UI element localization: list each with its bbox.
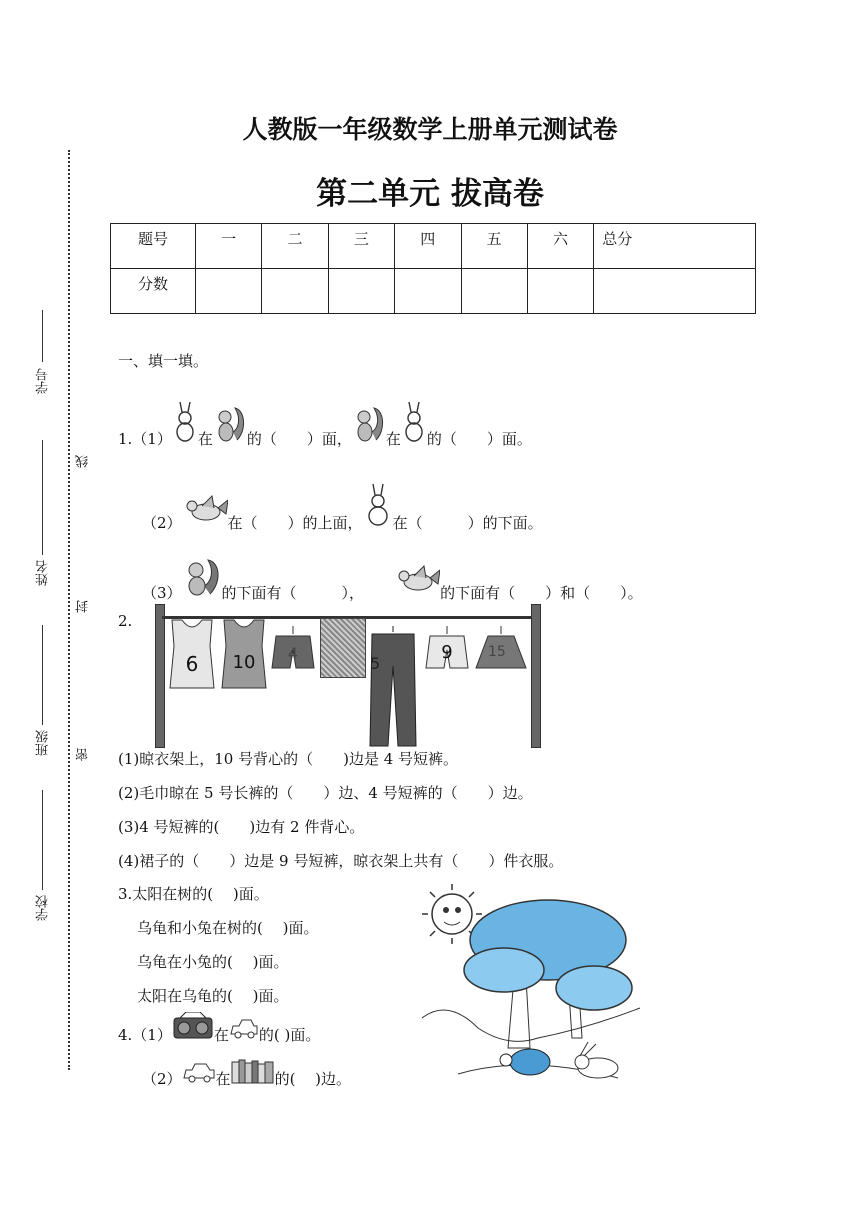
rabbit-icon <box>575 1042 618 1078</box>
q4-part2 <box>142 1058 351 1099</box>
q1-part2-label: （2） <box>142 514 182 532</box>
car-icon <box>229 1013 259 1057</box>
bird-icon <box>182 494 228 547</box>
school-label: 学校 <box>36 895 51 921</box>
score-table <box>110 223 756 314</box>
student-id-label: 学号 <box>36 368 51 394</box>
mark-line: 线 <box>76 455 91 468</box>
shorts-number: 9 <box>441 642 453 663</box>
vest-6 <box>168 618 216 690</box>
rabbit-icon <box>401 400 427 463</box>
shorts-number: 4 <box>287 644 299 663</box>
q3-line-1: 3.太阳在树的( )面。 <box>118 885 269 903</box>
class-underline <box>42 625 43 725</box>
table-cell: 四 <box>395 224 461 269</box>
q1-part3-text: 的下面有（ ）和（ ）。 <box>440 584 643 602</box>
score-input-cell[interactable] <box>527 269 593 314</box>
car-icon <box>182 1059 216 1099</box>
table-row <box>111 269 756 314</box>
q4-part1-text: 在 <box>213 1026 229 1044</box>
class-label: 班级 <box>36 730 51 756</box>
tree-scene <box>418 878 644 1090</box>
score-input-cell[interactable] <box>461 269 527 314</box>
q1-part1-text: 的（ ）面。 <box>426 430 532 448</box>
rack-post-left <box>155 604 165 748</box>
trousers-shape <box>368 626 418 750</box>
q2-number: 2. <box>118 612 133 630</box>
tree-scene-illustration <box>418 878 644 1090</box>
mark-seal: 封 <box>76 600 91 613</box>
q2-line-4: (4)裙子的（ ）边是 9 号短裤，晾衣架上共有（ ）件衣服。 <box>118 852 564 870</box>
table-cell: 题号 <box>111 224 196 269</box>
q3-line-2: 乌龟和小兔在树的( )面。 <box>137 919 319 937</box>
student-id-underline <box>42 310 43 362</box>
table-cell: 一 <box>196 224 262 269</box>
rack-post-right <box>531 604 541 748</box>
rabbit-icon <box>363 482 393 547</box>
score-input-cell[interactable] <box>594 269 756 314</box>
table-cell: 总分 <box>594 224 756 269</box>
q4-part2-text: 在 <box>215 1070 231 1088</box>
q2-line-3: (3)4 号短裤的( )边有 2 件背心。 <box>118 818 365 836</box>
q4-part2-label: （2） <box>142 1070 182 1088</box>
q4-part1-text: 的( )面。 <box>258 1026 321 1044</box>
q4-part1 <box>118 1012 320 1057</box>
q2-line-1: (1)晾衣架上，10 号背心的（ )边是 4 号短裤。 <box>118 750 459 768</box>
table-cell: 六 <box>527 224 593 269</box>
score-input-cell[interactable] <box>395 269 461 314</box>
table-row <box>111 224 756 269</box>
q1-part1 <box>118 400 532 463</box>
page-subtitle: 第二单元 拔高卷 <box>316 176 544 212</box>
vest-number: 6 <box>185 652 199 676</box>
mark-secret: 密 <box>76 748 91 761</box>
shorts-4 <box>270 626 316 672</box>
q1-part2-text: 在（ ）的上面， <box>227 514 363 532</box>
squirrel-icon <box>352 400 386 463</box>
table-cell: 五 <box>461 224 527 269</box>
page-title: 人教版一年级数学上册单元测试卷 <box>242 115 618 144</box>
q1-part1-text: 在 <box>385 430 401 448</box>
section-heading: 一、填一填。 <box>118 352 209 370</box>
table-cell: 二 <box>262 224 328 269</box>
rabbit-icon <box>172 400 198 463</box>
score-input-cell[interactable] <box>196 269 262 314</box>
squirrel-icon <box>213 400 247 463</box>
table-cell: 三 <box>328 224 394 269</box>
q1-part1-text: 在 <box>197 430 213 448</box>
vest-10 <box>220 618 268 690</box>
binding-dotted-line <box>68 150 70 1070</box>
trousers-5 <box>368 626 418 750</box>
shorts-9 <box>424 626 470 672</box>
name-underline <box>42 440 43 555</box>
skirt-number: 15 <box>488 644 506 660</box>
q3-line-3: 乌龟在小兔的( )面。 <box>137 953 289 971</box>
q4-part2-text: 的( )边。 <box>274 1070 352 1088</box>
name-label: 姓名 <box>36 560 51 586</box>
books-icon <box>231 1058 275 1099</box>
q1-part1-text: 的（ ）面， <box>246 430 352 448</box>
q1-part3-label: （3） <box>142 584 182 602</box>
radio-icon <box>172 1012 214 1057</box>
skirt-15 <box>474 626 528 672</box>
table-cell: 分数 <box>111 269 196 314</box>
turtle-icon <box>500 1049 550 1075</box>
vest-number: 10 <box>232 652 256 673</box>
q1-part2 <box>142 482 543 547</box>
q2-line-2: (2)毛巾晾在 5 号长裤的（ ）边、4 号短裤的（ ）边。 <box>118 784 533 802</box>
q1-part2-text: 在（ ）的下面。 <box>392 514 543 532</box>
school-underline <box>42 790 43 890</box>
towel <box>320 618 366 678</box>
clothesline-illustration <box>150 604 550 752</box>
q3-line-4: 太阳在乌龟的( )面。 <box>137 987 289 1005</box>
score-input-cell[interactable] <box>328 269 394 314</box>
score-input-cell[interactable] <box>262 269 328 314</box>
q4-part1-label: 4.（1） <box>118 1026 172 1044</box>
q1-part1-label: 1.（1） <box>118 430 172 448</box>
trousers-number: 5 <box>370 654 381 673</box>
q1-part3-text: 的下面有（ ）， <box>221 584 365 602</box>
